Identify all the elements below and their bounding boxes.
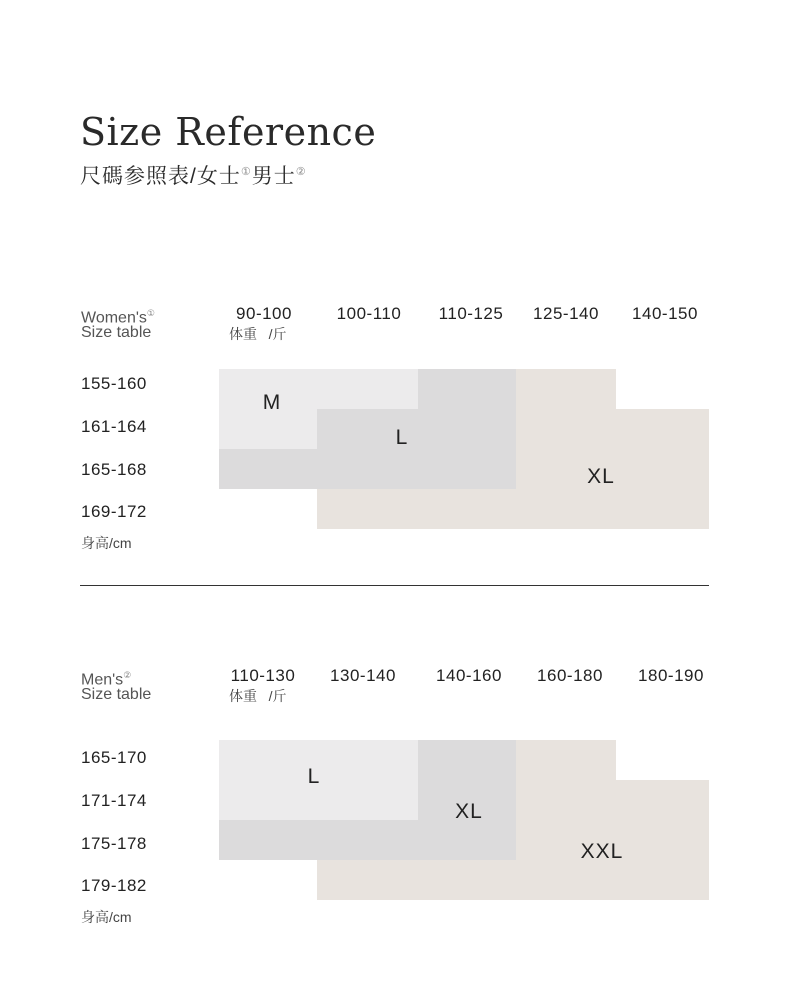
women-table-label-sub: Size table (81, 324, 152, 341)
women-size-xl-block (317, 489, 709, 529)
women-size-m-label: M (262, 391, 282, 414)
men-weight-col-1: 110-130 (230, 666, 296, 685)
subtitle-men-text: 男士 (251, 165, 296, 188)
men-size-xxl-block (516, 740, 616, 780)
men-size-xxl-label: XXL (580, 840, 624, 863)
women-weight-col-1: 90-100 (236, 304, 292, 323)
women-height-row-3: 165-168 (81, 460, 147, 479)
women-weight-col-2: 100-110 (336, 304, 402, 323)
men-size-xl-block (219, 820, 516, 860)
women-weight-unit: 体重 /斤 (229, 326, 287, 342)
women-height-row-4: 169-172 (81, 502, 147, 521)
men-height-row-3: 175-178 (81, 834, 147, 853)
page-subtitle (80, 160, 307, 190)
men-footnote-mark: ② (295, 166, 307, 178)
women-weight-col-5: 140-150 (632, 304, 698, 323)
men-size-l-label: L (307, 765, 321, 788)
women-size-table (0, 300, 790, 600)
men-table-label: Men's② (81, 670, 132, 689)
women-size-l-label: L (395, 426, 409, 449)
women-weight-col-4: 125-140 (533, 304, 599, 323)
women-size-l-block (418, 369, 516, 409)
page-title: Size Reference (80, 110, 377, 154)
men-height-row-2: 171-174 (81, 791, 147, 810)
women-size-m-block (219, 369, 418, 409)
men-weight-unit: 体重 /斤 (229, 688, 287, 704)
women-size-xl-label: XL (587, 465, 615, 488)
men-height-row-4: 179-182 (81, 876, 147, 895)
women-height-unit: 身高/cm (81, 535, 132, 551)
women-size-l-block (219, 449, 516, 489)
women-height-row-2: 161-164 (81, 417, 147, 436)
men-weight-col-3: 140-160 (436, 666, 502, 685)
men-size-table (0, 662, 790, 962)
women-height-row-1: 155-160 (81, 374, 147, 393)
men-weight-col-2: 130-140 (330, 666, 396, 685)
men-table-label-sub: Size table (81, 686, 152, 703)
section-divider (80, 585, 709, 586)
men-height-unit: 身高/cm (81, 909, 132, 925)
women-footnote-mark: ① (240, 166, 252, 178)
women-size-m-block (219, 409, 317, 449)
men-weight-col-5: 180-190 (638, 666, 704, 685)
women-weight-col-3: 110-125 (438, 304, 504, 323)
subtitle-text: 尺碼参照表/女士 (80, 165, 241, 188)
men-weight-col-4: 160-180 (537, 666, 603, 685)
men-height-row-1: 165-170 (81, 748, 147, 767)
men-size-xxl-block (317, 860, 709, 900)
women-size-xl-block (516, 369, 616, 409)
men-size-xl-label: XL (455, 800, 483, 823)
women-table-label: Women's① (81, 308, 155, 327)
